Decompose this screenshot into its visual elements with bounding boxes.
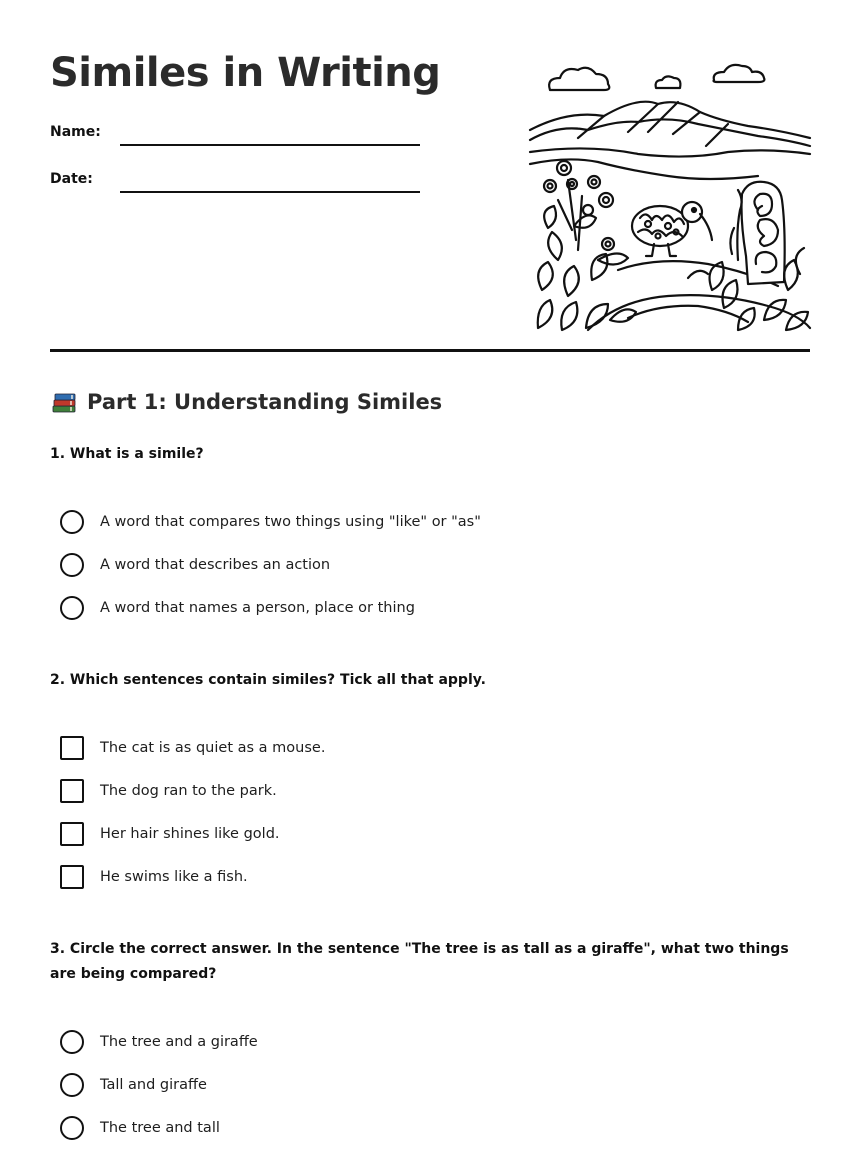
question-3: 3. Circle the correct answer. In the sentence "The tree is as tall as a giraffe", what two things are being compared? [50,941,789,982]
radio-circle[interactable] [60,553,84,577]
checkbox[interactable] [60,736,84,760]
option-label: A word that describes an action [100,557,331,573]
checkbox[interactable] [60,822,84,846]
option-label: The tree and a giraffe [100,1034,258,1050]
section-divider [50,349,810,352]
q1-option-1[interactable] [60,509,481,535]
date-field[interactable] [50,167,430,197]
books-icon [50,388,78,416]
option-label: The dog ran to the park. [100,783,277,799]
option-label: A word that compares two things using "like" or "as" [100,514,481,530]
radio-circle[interactable] [60,1073,84,1097]
landscape-kiwi-illustration [528,60,812,332]
checkbox[interactable] [60,865,84,889]
name-line[interactable] [120,144,420,146]
part1-heading [50,388,442,416]
radio-circle[interactable] [60,596,84,620]
cloud-icon [549,68,609,90]
q2-option-2[interactable] [60,778,277,804]
option-label: Tall and giraffe [100,1077,207,1093]
option-label: The tree and tall [100,1120,220,1136]
kiwi-bird-icon [632,202,712,256]
name-field[interactable] [50,120,430,150]
q3-option-3[interactable] [60,1115,220,1141]
option-label: The cat is as quiet as a mouse. [100,740,326,756]
radio-circle[interactable] [60,1116,84,1140]
q3-option-2[interactable] [60,1072,207,1098]
option-label: A word that names a person, place or thing [100,600,415,616]
name-label: Name: [50,124,101,140]
q2-option-3[interactable] [60,821,280,847]
radio-circle[interactable] [60,1030,84,1054]
question-1: 1. What is a simile? [50,446,204,462]
q2-option-1[interactable] [60,735,325,761]
q1-option-3[interactable] [60,595,415,621]
date-label: Date: [50,171,93,187]
carved-stone-icon [730,182,784,284]
page-title: Similes in Writing [50,50,441,96]
q1-option-2[interactable] [60,552,330,578]
part1-heading-text: Part 1: Understanding Similes [87,390,443,414]
option-label: Her hair shines like gold. [100,826,280,842]
question-2: 2. Which sentences contain similes? Tick all that apply. [50,672,486,688]
option-label: He swims like a fish. [100,869,248,885]
q2-option-4[interactable] [60,864,248,890]
checkbox[interactable] [60,779,84,803]
cloud-icon [656,76,681,88]
cloud-icon [714,65,765,82]
q3-option-1[interactable] [60,1029,258,1055]
date-line[interactable] [120,191,420,193]
radio-circle[interactable] [60,510,84,534]
